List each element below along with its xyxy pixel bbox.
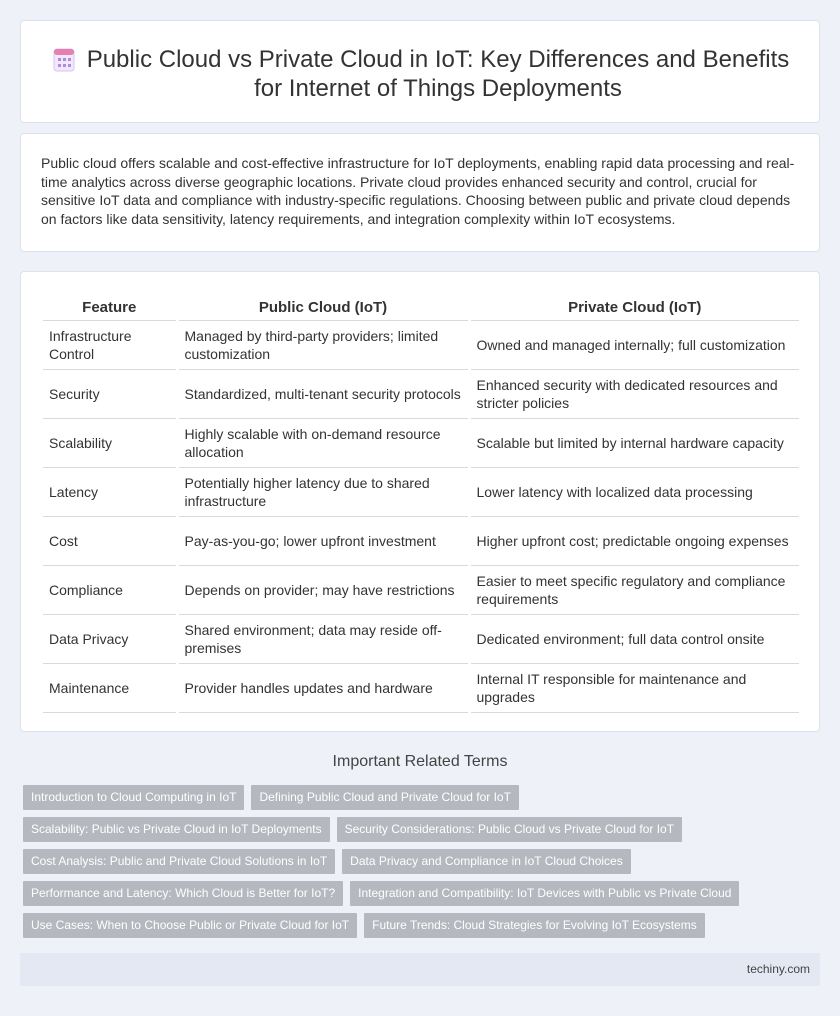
related-term-link[interactable]: Defining Public Cloud and Private Cloud for IoT (251, 785, 518, 810)
header-private-cloud: Private Cloud (IoT) (469, 296, 799, 320)
related-term-link[interactable]: Integration and Compatibility: IoT Devices with Public vs Private Cloud (350, 881, 739, 906)
related-terms-list (23, 785, 823, 945)
footer (20, 953, 820, 986)
public-cell: Managed by third-party providers; limited customization (177, 320, 469, 369)
header-public-cloud: Public Cloud (IoT) (177, 296, 469, 320)
private-cell: Internal IT responsible for maintenance and upgrades (469, 663, 799, 712)
related-term-link[interactable]: Security Considerations: Public Cloud vs Private Cloud for IoT (337, 817, 682, 842)
feature-cell: Security (43, 369, 177, 418)
feature-cell: Infrastructure Control (43, 320, 177, 369)
private-cell: Higher upfront cost; predictable ongoing expenses (469, 516, 799, 565)
table-row (43, 565, 799, 614)
footer-site-link[interactable]: techiny.com (746, 962, 810, 976)
table-row (43, 516, 799, 565)
public-cell: Shared environment; data may reside off-premises (177, 614, 469, 663)
related-term-link[interactable]: Use Cases: When to Choose Public or Private Cloud for IoT (23, 913, 357, 938)
related-term-link[interactable]: Cost Analysis: Public and Private Cloud Solutions in IoT (23, 849, 335, 874)
table-row (43, 320, 799, 369)
private-cell: Scalable but limited by internal hardware capacity (469, 418, 799, 467)
comparison-table (43, 296, 799, 713)
related-term-link[interactable]: Performance and Latency: Which Cloud is Better for IoT? (23, 881, 343, 906)
feature-cell: Latency (43, 467, 177, 516)
comparison-card (20, 271, 820, 732)
private-cell: Enhanced security with dedicated resources and stricter policies (469, 369, 799, 418)
public-cell: Standardized, multi-tenant security protocols (177, 369, 469, 418)
related-term-link[interactable]: Scalability: Public vs Private Cloud in IoT Deployments (23, 817, 330, 842)
header-feature: Feature (43, 296, 177, 320)
related-term-link[interactable]: Data Privacy and Compliance in IoT Cloud Choices (342, 849, 631, 874)
related-term-link[interactable]: Introduction to Cloud Computing in IoT (23, 785, 244, 810)
intro-paragraph: Public cloud offers scalable and cost-effective infrastructure for IoT deployments, enabling rapid data processing and real-time analytics across diverse geographic locations. Private cloud provides enhanced security and control, crucial for sensitive IoT data and compliance with industry-specific regulations. Choosing between public and private cloud depends on factors like data sensitivity, latency requirements, and integration complexity within IoT ecosystems. (41, 155, 795, 227)
feature-cell: Scalability (43, 418, 177, 467)
feature-cell: Cost (43, 516, 177, 565)
tag-row (23, 849, 823, 874)
private-cell: Owned and managed internally; full customization (469, 320, 799, 369)
public-cell: Provider handles updates and hardware (177, 663, 469, 712)
public-cell: Highly scalable with on-demand resource allocation (177, 418, 469, 467)
public-cell: Potentially higher latency due to shared infrastructure (177, 467, 469, 516)
title-card (20, 20, 820, 123)
tag-row (23, 817, 823, 842)
table-header-row (43, 296, 799, 320)
table-row (43, 467, 799, 516)
public-cell: Pay-as-you-go; lower upfront investment (177, 516, 469, 565)
related-term-link[interactable]: Future Trends: Cloud Strategies for Evolving IoT Ecosystems (364, 913, 705, 938)
private-cell: Lower latency with localized data processing (469, 467, 799, 516)
private-cell: Easier to meet specific regulatory and compliance requirements (469, 565, 799, 614)
tag-row (23, 913, 823, 938)
tag-row (23, 881, 823, 906)
table-row (43, 369, 799, 418)
feature-cell: Compliance (43, 565, 177, 614)
table-row (43, 663, 799, 712)
feature-cell: Data Privacy (43, 614, 177, 663)
private-cell: Dedicated environment; full data control onsite (469, 614, 799, 663)
public-cell: Depends on provider; may have restrictions (177, 565, 469, 614)
table-row (43, 614, 799, 663)
page-title: Public Cloud vs Private Cloud in IoT: Key Differences and Benefits for Internet of Things Deployments (86, 46, 790, 102)
table-row (43, 418, 799, 467)
tag-row (23, 785, 823, 810)
related-terms-heading: Important Related Terms (332, 753, 508, 770)
feature-cell: Maintenance (43, 663, 177, 712)
intro-card (20, 133, 820, 252)
